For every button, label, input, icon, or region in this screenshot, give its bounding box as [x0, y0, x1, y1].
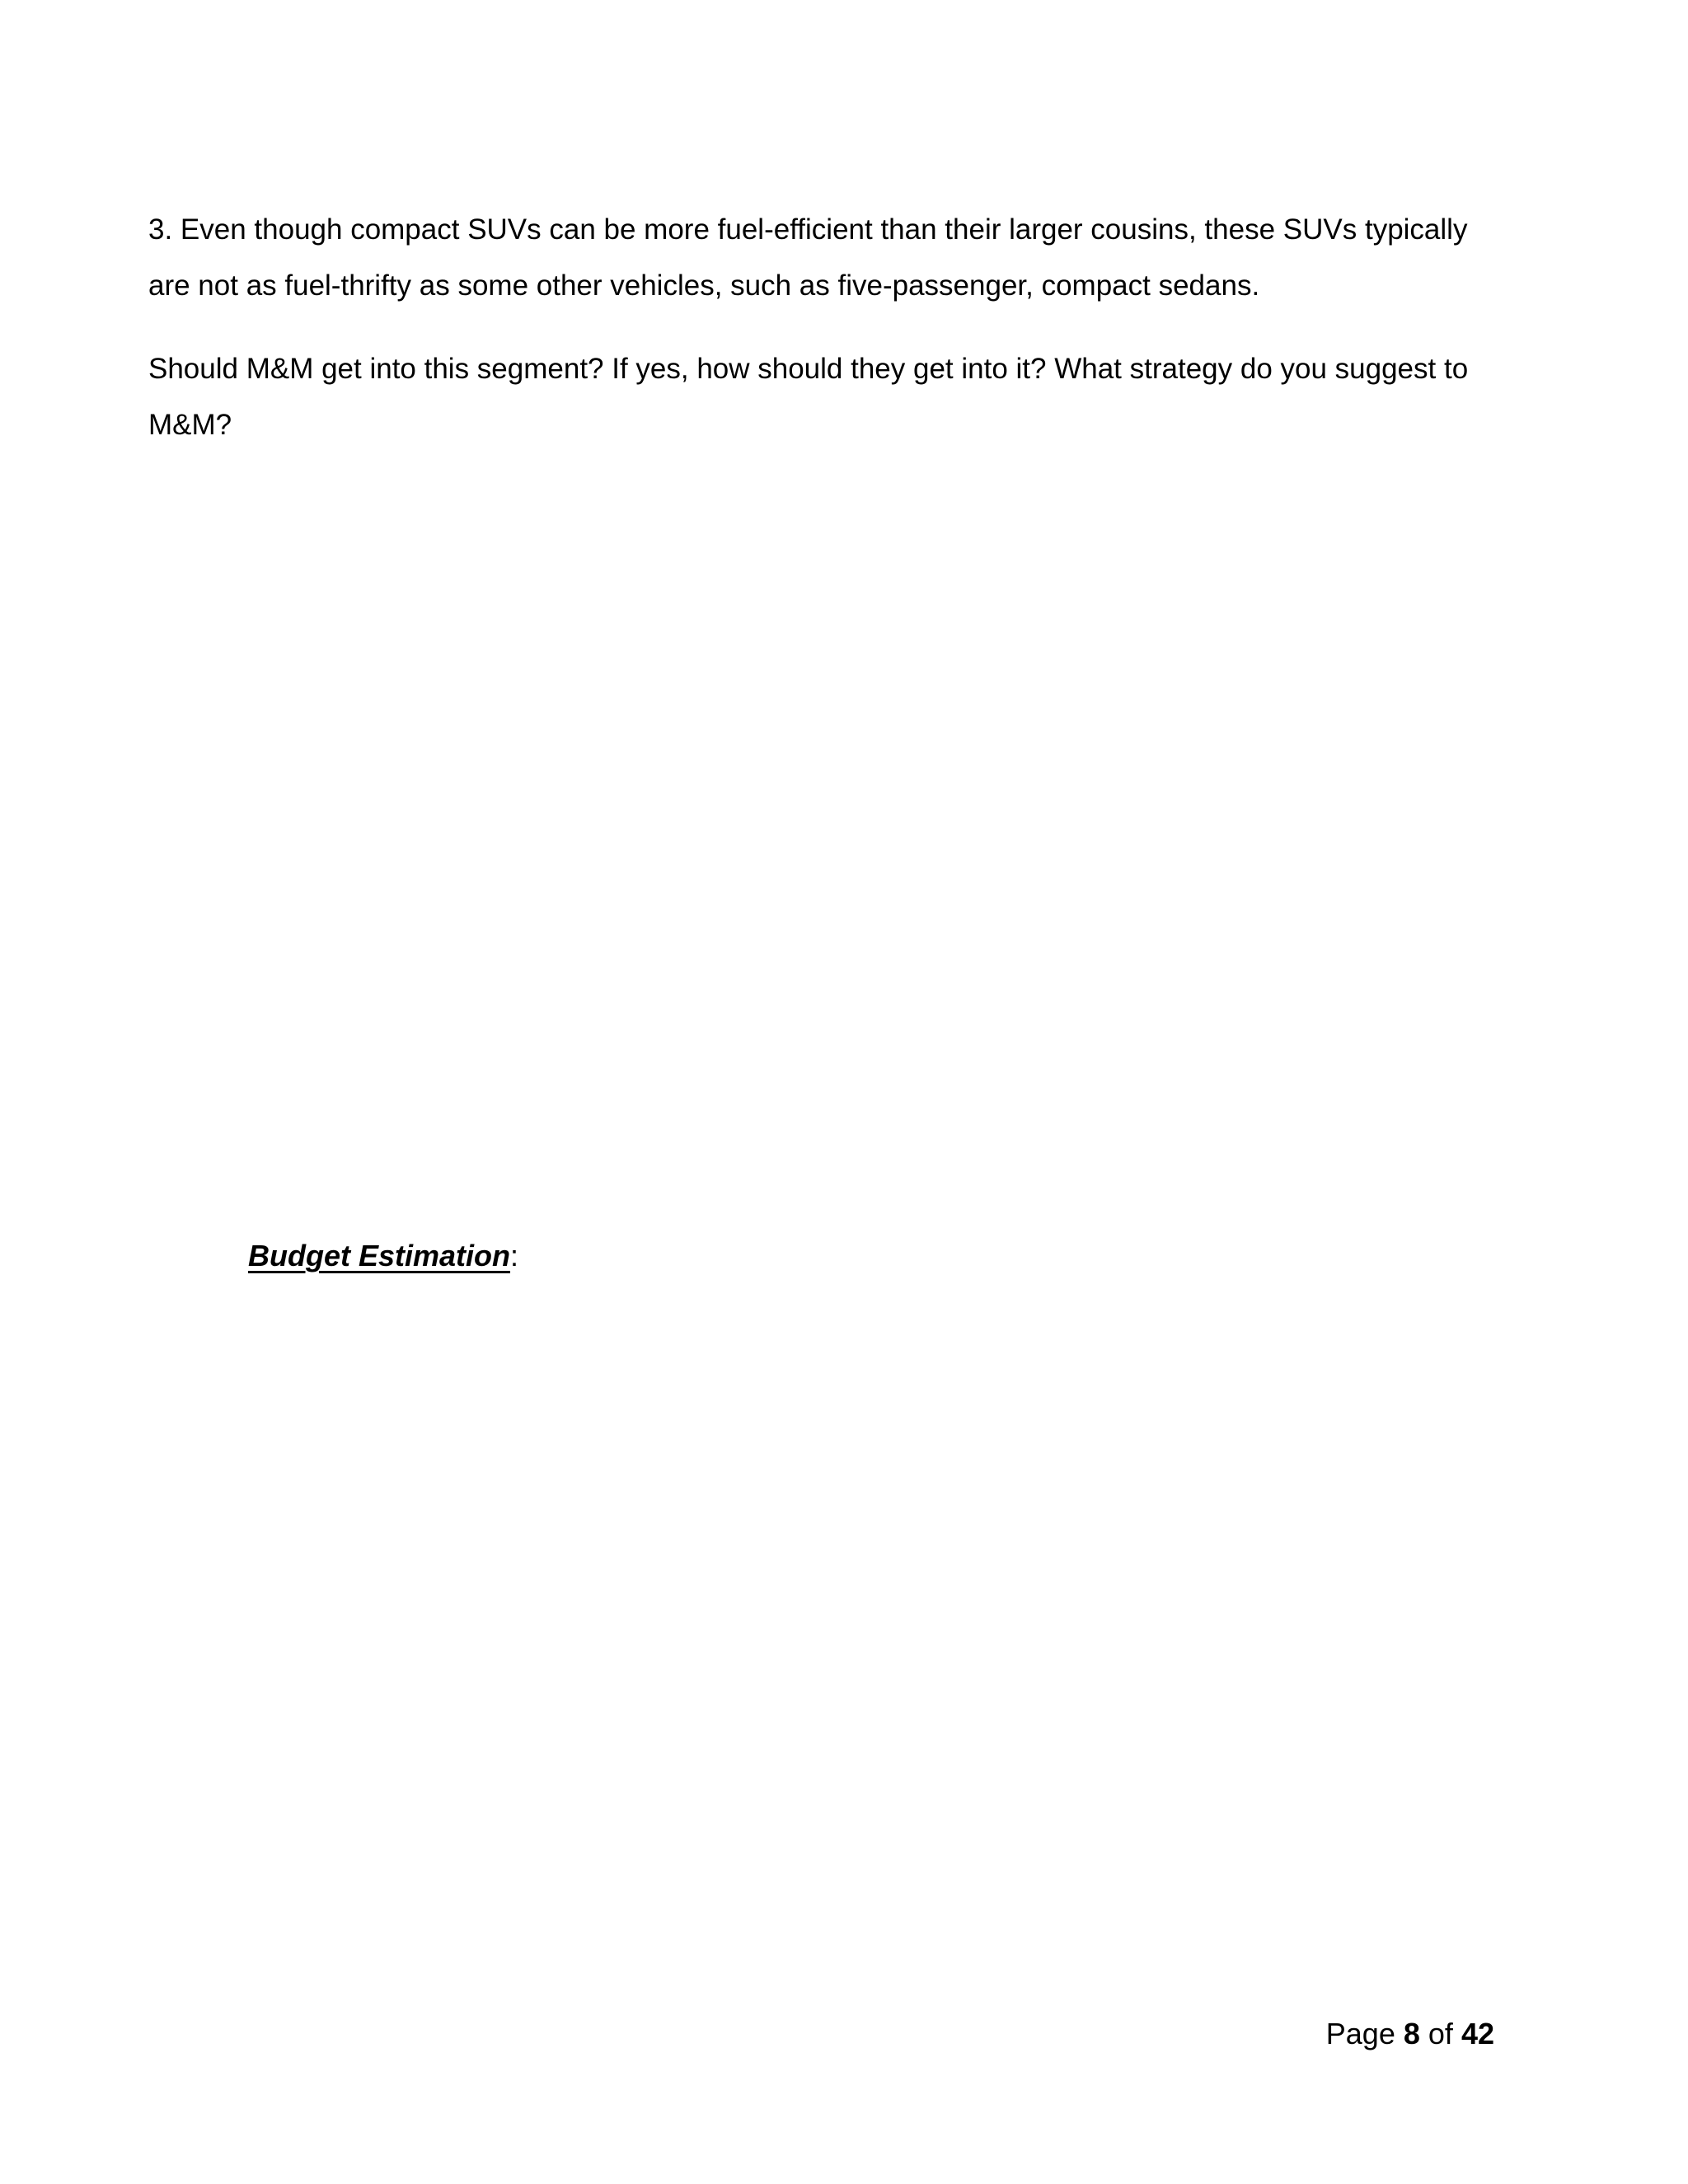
footer-of-word: of: [1428, 2017, 1453, 2050]
section-heading-budget: [248, 1231, 518, 1281]
footer-total-pages: 42: [1461, 2017, 1494, 2050]
footer-page-word: Page: [1325, 2017, 1395, 2050]
footer-current-page: 8: [1403, 2017, 1420, 2050]
body-paragraph-strategy-question: Should M&M get into this segment? If yes, how should they get into it? What strategy do you suggest to M&M?: [148, 353, 1469, 441]
section-heading-colon: :: [510, 1239, 519, 1272]
body-paragraph-fuel-efficiency: 3. Even though compact SUVs can be more fuel-efficient than their larger cousins, these SUVs typically are not as fuel-thrifty as some other vehicles, such as five-passenger, compact sedans.: [148, 213, 1468, 302]
page-number-footer: [1326, 2009, 1494, 2059]
section-heading-text: Budget Estimation: [248, 1239, 511, 1272]
